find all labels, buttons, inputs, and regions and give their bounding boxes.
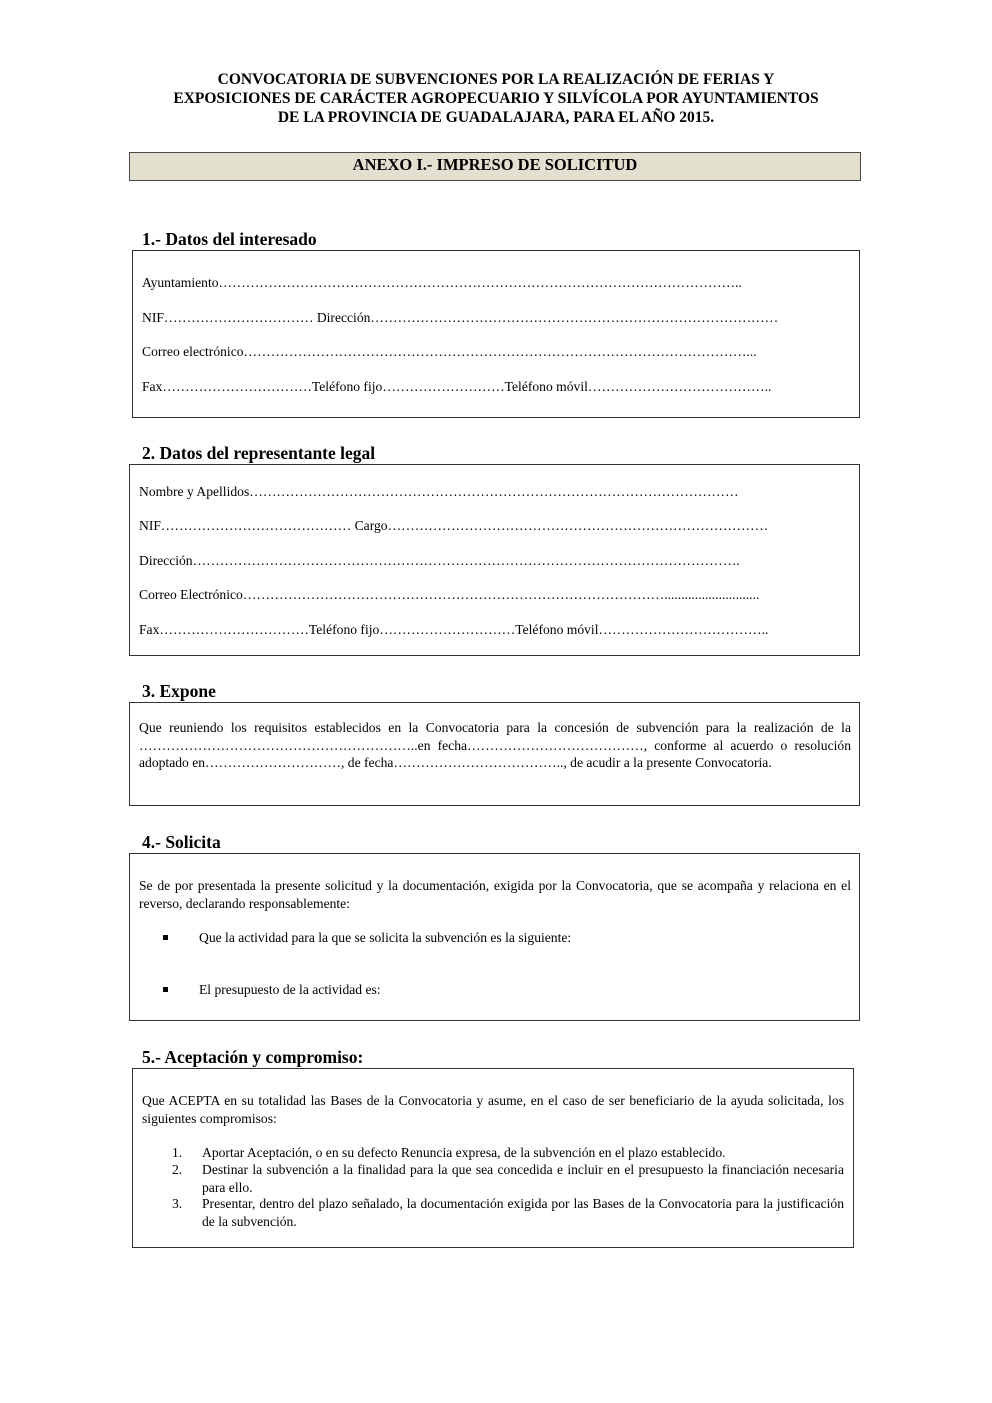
section-5-title: 5.- Aceptación y compromiso:: [142, 1047, 364, 1067]
list-item: Aportar Aceptación, o en su defecto Renuncia expresa, de la subvención en el plazo establecido.: [202, 1145, 726, 1160]
list-number: 2.: [172, 1162, 183, 1177]
section-2-box: [129, 464, 860, 656]
expone-text: Que reuniendo los requisitos establecidos en la Convocatoria para la concesión de subvención para la realización de la ……………………………………………………..en fecha…………………………………, conforme al acuerdo o resolución adoptado en…………………………, de fecha……………………………….., de acudir a la presente Convocatoria.: [139, 720, 851, 770]
field-correo-electronico[interactable]: Correo Electrónico…………………………………………………………………………………............................: [139, 587, 760, 602]
field-nif-cargo[interactable]: NIF…………………………………… Cargo…………………………………………………………………………: [139, 518, 769, 533]
list-item: Destinar la subvención a la finalidad para la que sea concedida e incluir en el presupuesto la financiación necesaria para ello.: [202, 1162, 844, 1195]
field-nombre-apellidos[interactable]: Nombre y Apellidos………………………………………………………………………………………………: [139, 484, 739, 499]
field-correo[interactable]: Correo electrónico…………………………………………………………………………………………………...: [142, 344, 757, 359]
section-1-box: [132, 250, 860, 418]
field-direccion[interactable]: Dirección………………………………………………………………………………………………………….: [139, 553, 740, 568]
solicita-text: Se de por presentada la presente solicitud y la documentación, exigida por la Convocatoria, que se acompaña y relaciona en el reverso, declarando responsablemente:: [139, 878, 851, 911]
bullet-actividad: Que la actividad para la que se solicita la subvención es la siguiente:: [199, 930, 572, 945]
bullet-square-icon: [163, 987, 168, 992]
section-2-title: 2. Datos del representante legal: [142, 443, 376, 463]
section-1-title: 1.- Datos del interesado: [142, 229, 317, 249]
section-3-box: [129, 702, 860, 806]
field-fax-telefonos[interactable]: Fax……………………………Teléfono fijo…………………………Teléfono móvil………………………………..: [139, 622, 769, 637]
section-5-box: [132, 1068, 854, 1248]
field-fax-telefonos[interactable]: Fax……………………………Teléfono fijo………………………Teléfono móvil…………………………………..: [142, 379, 772, 394]
list-item: Presentar, dentro del plazo señalado, la documentación exigida por las Bases de la Convocatoria para la justificación de la subvención.: [202, 1196, 844, 1229]
document-title: [130, 70, 862, 127]
title-line-2: EXPOSICIONES DE CARÁCTER AGROPECUARIO Y SILVÍCOLA POR AYUNTAMIENTOS: [173, 90, 819, 107]
bullet-square-icon: [163, 935, 168, 940]
section-3-title: 3. Expone: [142, 681, 216, 701]
section-4-title: 4.- Solicita: [142, 832, 221, 852]
annex-banner: ANEXO I.- IMPRESO DE SOLICITUD: [129, 152, 861, 181]
bullet-presupuesto: El presupuesto de la actividad es:: [199, 982, 381, 997]
acepta-text: Que ACEPTA en su totalidad las Bases de la Convocatoria y asume, en el caso de ser beneficiario de la ayuda solicitada, los siguientes compromisos:: [142, 1093, 844, 1126]
field-nif-direccion[interactable]: NIF…………………………… Dirección………………………………………………………………………………: [142, 310, 779, 325]
list-number: 1.: [172, 1145, 183, 1160]
title-line-1: CONVOCATORIA DE SUBVENCIONES POR LA REALIZACIÓN DE FERIAS Y: [217, 71, 775, 88]
title-line-3: DE LA PROVINCIA DE GUADALAJARA, PARA EL AÑO 2015.: [277, 109, 715, 126]
section-4-box: [129, 853, 860, 1021]
field-ayuntamiento[interactable]: Ayuntamiento……………………………………………………………………………………………………..: [142, 275, 742, 290]
list-number: 3.: [172, 1196, 183, 1211]
